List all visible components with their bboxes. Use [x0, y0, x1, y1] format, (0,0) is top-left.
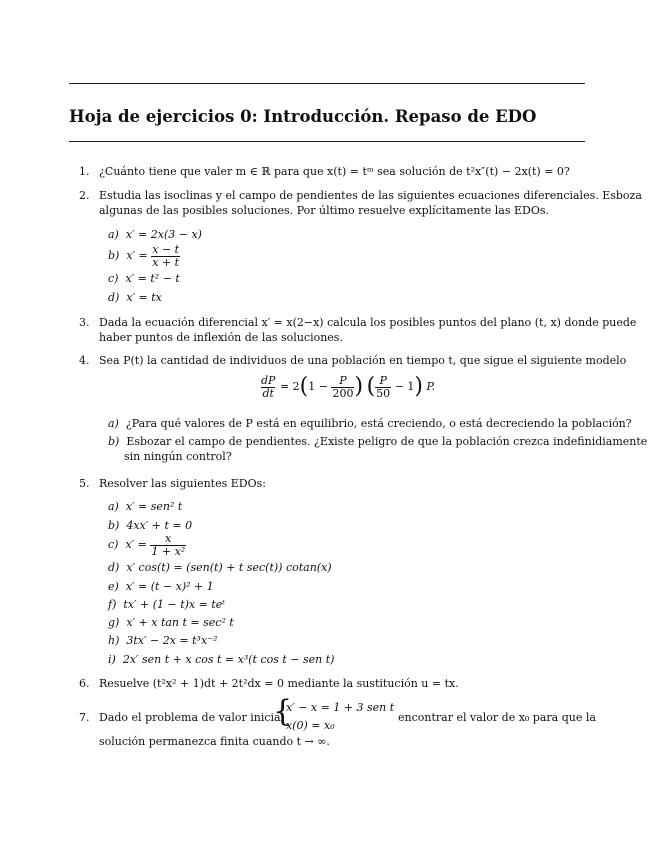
item-4b-line2: sin ningún control? [124, 450, 232, 463]
problem-3-line1: Dada la ecuación diferencial x′ = x(2−x) calcula los posibles puntos del plano (t, x) donde puede [99, 316, 637, 329]
system-equation-2: x(0) = x₀ [286, 719, 335, 732]
problem-5-number: 5. [79, 477, 90, 490]
fraction-5c: $\frac{x}{\text{1 + x²}}$ [151, 531, 186, 558]
item-4a: a) ¿Para qué valores de P está en equilibrio, está creciendo, o está decreciendo la población? [108, 417, 632, 430]
problem-2-line2: algunas de las posibles soluciones. Por último resuelve explícitamente las EDOs. [99, 204, 549, 217]
problem-3-line2: haber puntos de inflexión de las soluciones. [99, 331, 343, 344]
item-2c: c) x′ = t² − t [108, 272, 180, 285]
fraction-2b: $\frac{x - t}{x + t}$ [152, 242, 180, 269]
logistic-equation: $\frac{dP}{dt}$ = 2(1 − $\frac{P}{200}$ ) ( $\frac{P}{50}$ − 1) P. [261, 373, 436, 400]
item-5a: a) x′ = sen² t [108, 500, 183, 513]
item-5d: d) x′ cos(t) = (sen(t) + t sec(t)) cotan(x) [108, 561, 332, 574]
item-5h: h) 3tx′ − 2x = t³x⁻² [108, 634, 218, 647]
item-2a: a) x′ = 2x(3 − x) [108, 228, 202, 241]
item-5f: f) tx′ + (1 − t)x = teᵗ [108, 598, 225, 611]
problem-6-number: 6. [79, 677, 90, 690]
top-rule [69, 83, 585, 84]
item-2d: d) x′ = tx [108, 291, 162, 304]
problem-3-number: 3. [79, 316, 90, 329]
problem-7-post: encontrar el valor de x₀ para que la [398, 711, 596, 724]
item-5b: b) 4xx′ + t = 0 [108, 519, 193, 532]
problem-1-number: 1. [79, 165, 90, 178]
problem-6-text: Resuelve (t²x² + 1)dt + 2t²dx = 0 mediante la sustitución u = tx. [99, 677, 459, 690]
item-2b: b) x′ = $\frac{x - t}{x + t}$ [108, 242, 180, 269]
problem-7-number: 7. [79, 711, 90, 724]
problem-2-number: 2. [79, 189, 90, 202]
item-5g: g) x′ + x tan t = sec² t [108, 616, 234, 629]
problem-7-line2: solución permanezca finita cuando t → ∞. [99, 735, 330, 748]
title-rule [69, 141, 585, 142]
item-5c: c) x′ = $\frac{x}{\text{1 + x²}}$ [108, 531, 186, 558]
problem-5-text: Resolver las siguientes EDOs: [99, 477, 266, 490]
item-5i: i) 2x′ sen t + x cos t = x³(t cos t − sen t) [108, 653, 335, 666]
problem-4-number: 4. [79, 354, 90, 367]
system-brace: { [273, 694, 293, 729]
item-5e: e) x′ = (t − x)² + 1 [108, 580, 214, 593]
problem-2-line1: Estudia las isoclinas y el campo de pendientes de las siguientes ecuaciones diferenciales. Esboza [99, 189, 642, 202]
page-title: Hoja de ejercicios 0: Introducción. Repaso de EDO [69, 107, 537, 126]
item-4b: b) Esbozar el campo de pendientes. ¿Existe peligro de que la población crezca indefinidiamente [108, 435, 648, 448]
system-equation-1: x′ − x = 1 + 3 sen t [286, 701, 395, 714]
problem-4-line1: Sea P(t) la cantidad de individuos de una población en tiempo t, que sigue el siguiente modelo [99, 354, 627, 367]
problem-1-text: ¿Cuánto tiene que valer m ∈ ℝ para que x(t) = tᵐ sea solución de t²x″(t) − 2x(t) = 0? [99, 165, 570, 178]
problem-7-intro: Dado el problema de valor inicial [99, 711, 285, 724]
